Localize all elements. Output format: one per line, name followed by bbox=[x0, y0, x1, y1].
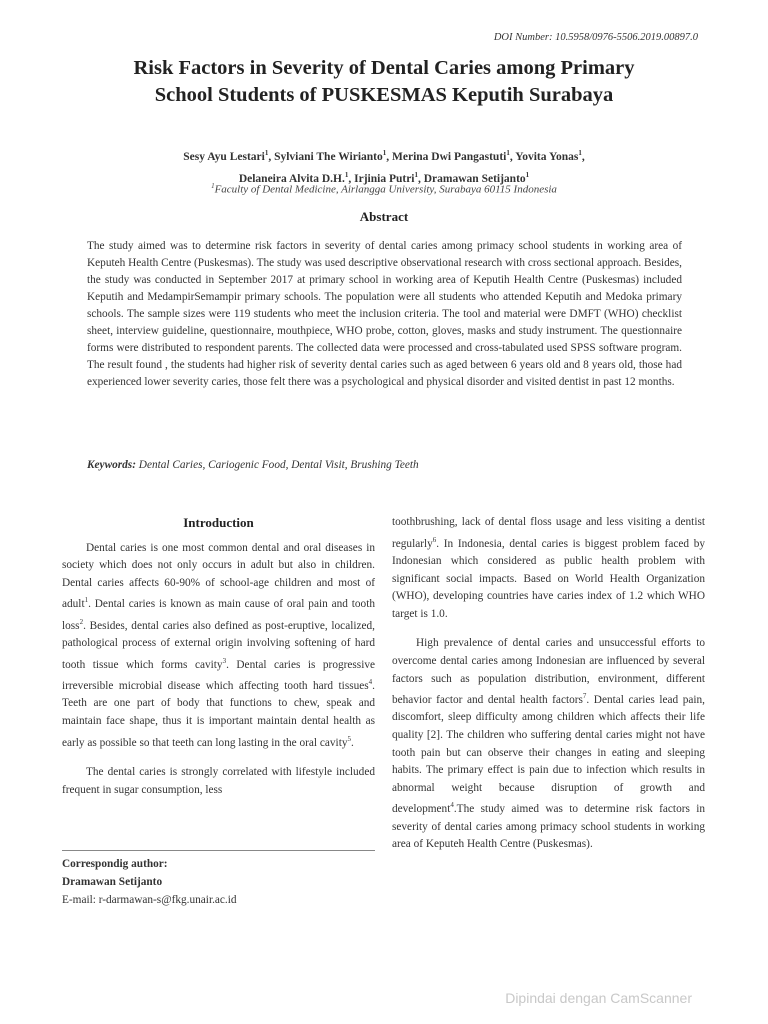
corresponding-author-email: E-mail: r-darmawan-s@fkg.unair.ac.id bbox=[62, 894, 237, 906]
author-affiliation-mark: 1 bbox=[506, 149, 510, 157]
title-line-1: Risk Factors in Severity of Dental Caries among Primary bbox=[133, 57, 635, 79]
author-name: Merina Dwi Pangastuti bbox=[392, 150, 507, 163]
author-separator: , bbox=[418, 172, 424, 185]
text-run: . bbox=[350, 736, 354, 749]
author-affiliation-mark: 1 bbox=[525, 170, 530, 179]
text-run: . Dental caries is known as main cause of oral pain and tooth loss bbox=[62, 598, 375, 632]
author-affiliation-mark: 1 bbox=[264, 149, 269, 157]
text-run: . Dental caries is progressive irreversible microbial disease which affecting tooth hard tissues bbox=[62, 658, 375, 692]
text-run: . Dental caries lead pain, discomfort, sleep difficulty among children which affects their life quality [2]. The children who suffering dental caries might not have tooth pain but can observe their changes in eating and sleeping habits. The primary effect is pain due to infection which results in abnormal weight because disruption of growth and development bbox=[392, 693, 705, 816]
citation-mark: 4 bbox=[368, 678, 373, 687]
text-run: . In Indonesia, dental caries is biggest problem faced by Indonesian which considered as public health problem with significant social impacts. Based on World Health Organization (WHO), developing countries have caries index of 1.2 which WHO target is 1.0. bbox=[392, 537, 705, 620]
authors-line-1 bbox=[60, 144, 708, 166]
text-run: High prevalence of dental caries and unsuccessful efforts to overcome dental caries among Indonesian are influenced by several factors such as population distribution, environment, different behavior factor and dental health factors bbox=[392, 637, 705, 706]
scanner-watermark: Dipindai dengan CamScanner bbox=[505, 990, 692, 1006]
keywords-text: Dental Caries, Cariogenic Food, Dental Visit, Brushing Teeth bbox=[138, 459, 419, 471]
author-name: Irjinia Putri bbox=[354, 172, 415, 185]
author-name: Sylviani The Wirianto bbox=[274, 150, 383, 163]
corresponding-author bbox=[62, 855, 375, 909]
citation-mark: 6 bbox=[432, 535, 437, 544]
text-run: Dental caries is one most common dental and oral diseases in society which does not only occurs in adult but also in children. Dental caries affects 60-90% of school-age children and most of adult bbox=[62, 541, 375, 611]
intro-paragraph-4 bbox=[392, 635, 705, 854]
footnote-divider bbox=[62, 850, 375, 851]
text-run: toothbrushing, lack of dental floss usage and less visiting a dentist regularly bbox=[392, 516, 705, 550]
abstract-heading: Abstract bbox=[359, 209, 409, 224]
author-name: Yovita Yonas bbox=[515, 150, 579, 163]
citation-mark: 7 bbox=[582, 692, 587, 701]
author-affiliation-mark: 1 bbox=[578, 149, 582, 157]
text-run: . Besides, dental caries also defined as post-eruptive, localized, pathological process of external origin involving softening of hard tooth tissue which forms cavity bbox=[62, 619, 375, 671]
right-column bbox=[392, 514, 705, 854]
author-affiliation-mark: 1 bbox=[414, 170, 418, 179]
intro-paragraph-1 bbox=[62, 540, 375, 752]
author-separator: , bbox=[268, 150, 275, 163]
paper-title bbox=[60, 55, 708, 109]
author-separator: , bbox=[581, 150, 585, 163]
citation-mark: 2 bbox=[79, 617, 84, 626]
text-run: .The study aimed was to determine risk factors in severity of dental caries among primacy school students in working area of Keputeh Health Centre (Puskesmas). bbox=[392, 803, 705, 851]
affiliation bbox=[60, 182, 708, 196]
keywords bbox=[87, 459, 682, 471]
corresponding-author-label: Correspondig author: bbox=[62, 858, 168, 870]
affiliation-mark: 1 bbox=[211, 182, 215, 190]
author-separator: , bbox=[348, 172, 355, 185]
author-name: Dramawan Setijanto bbox=[423, 172, 526, 185]
affiliation-text: Faculty of Dental Medicine, Airlangga University, Surabaya 60115 Indonesia bbox=[214, 183, 557, 196]
title-line-2: School Students of PUSKESMAS Keputih Surabaya bbox=[154, 84, 614, 106]
author-name: Delaneira Alvita D.H. bbox=[238, 172, 345, 185]
author-separator: , bbox=[386, 150, 392, 163]
author-affiliation-mark: 1 bbox=[382, 149, 387, 157]
abstract-body: The study aimed was to determine risk factors in severity of dental caries among primacy school students in working area of Keputeh Health Centre (Puskesmas). The study was used descriptive observational research with cross sectional approach. Besides, the study was conducted in September 2017 at primary school in working area of Keputih Health Centre (Puskesmas) included Keputih and MedampirSemampir primary schools. The population were all students who attended Keputih and Medoka primary schools. The sample sizes were 119 students who meet the inclusion criteria. The tool and material were DMFT (WHO) checklist sheet, interview guideline, questionnaire, mouthpiece, WHO probe, cotton, gloves, masks and study instrument. The questionnaire forms were distributed to respondent parents. The collected data were processed and cross-tabulated used SPSS software program. The result found , the students had higher risk of severity dental caries such as aged between 6 years old and 8 years old, those had experienced lower severity caries, those felt there was a psychological and physical disorder and visited dentist in past 12 months. bbox=[87, 240, 682, 388]
author-separator: , bbox=[509, 150, 516, 163]
author-name: Sesy Ayu Lestari bbox=[183, 150, 265, 163]
keywords-label: Keywords: bbox=[87, 459, 136, 471]
doi-number: DOI Number: 10.5958/0976-5506.2019.00897.0 bbox=[493, 32, 698, 43]
intro-paragraph-3 bbox=[392, 514, 705, 623]
author-affiliation-mark: 1 bbox=[344, 170, 349, 179]
corresponding-author-name: Dramawan Setijanto bbox=[62, 876, 163, 888]
left-column bbox=[62, 514, 375, 799]
text-run: . Teeth are one part of body that functions to chew, speak and maintain face shape, thus it is important maintain dental health as early as possible so that teeth can long lasting in the oral cavity bbox=[62, 679, 375, 749]
citation-mark: 5 bbox=[347, 734, 351, 743]
citation-mark: 1 bbox=[84, 596, 89, 605]
citation-mark: 4 bbox=[450, 801, 454, 810]
citation-mark: 3 bbox=[222, 656, 227, 665]
introduction-heading: Introduction bbox=[183, 515, 254, 530]
intro-paragraph-2: The dental caries is strongly correlated with lifestyle included frequent in sugar consumption, less bbox=[62, 765, 375, 796]
